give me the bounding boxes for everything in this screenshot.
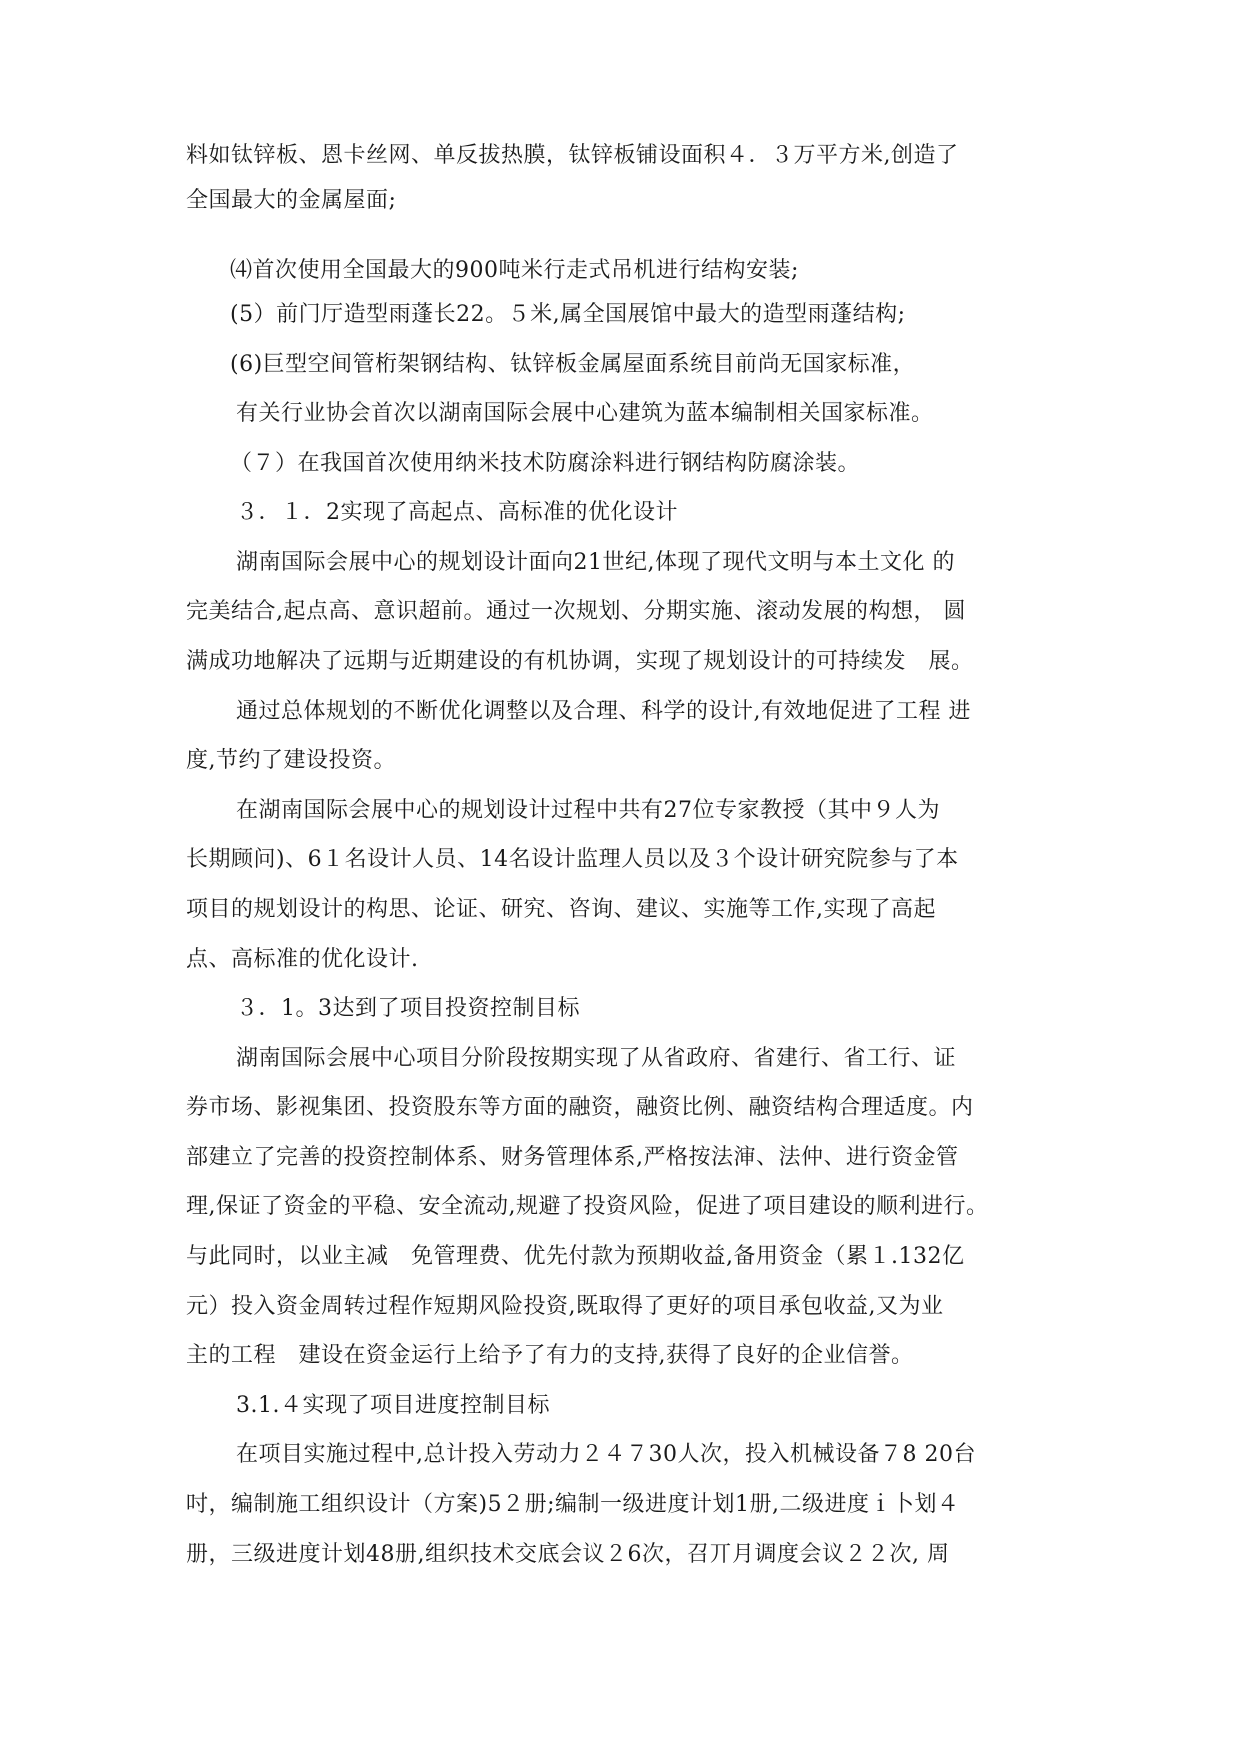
text-line: 理,保证了资金的平稳、安全流动,规避了投资风险，促进了项目建设的顺利进行。 [186,1194,989,1219]
text-line: 在项目实施过程中,总计投入劳动力２４７30人次，投入机械设备７8 20台 [236,1442,976,1467]
text-line: 券市场、影视集团、投资股东等方面的融资，融资比例、融资结构合理适度。内 [186,1095,974,1120]
list-item: (6)巨型空间管桁架钢结构、钛锌板金属屋面系统目前尚无国家标准， [230,352,916,377]
text-line: 点、高标准的优化设计. [186,947,419,972]
text-line: 部建立了完善的投资控制体系、财务管理体系,严格按法渖、法仲、进行资金管 [186,1145,959,1170]
text-line: 长期顾问)、6１名设计人员、14名设计监理人员以及３个设计研究院参与了本 [186,847,959,872]
text-line: 满成功地解决了远期与近期建设的有机协调，实现了规划设计的可持续发 展。 [186,649,974,674]
text-line: 册，三级进度计划48册,组织技术交底会议２6次，召丌月调度会议２２次, 周 [186,1542,950,1567]
text-line: 项目的规划设计的构思、论证、研究、咨询、建议、实施等工作,实现了高起 [186,897,936,922]
text-line: 度,节约了建设投资。 [186,748,396,773]
text-line: 与此同时，以业主减 免管理费、优先付款为预期收益,备用资金（累１.132亿 [186,1244,965,1269]
text-line: 完美结合,起点高、意识超前。通过一次规划、分期实施、滚动发展的构想， 圆 [186,599,966,624]
text-line: 全国最大的金属屋面; [186,188,397,213]
list-item: ⑷首次使用全国最大的900吨米行走式吊机进行结构安装; [230,258,799,283]
section-heading: 3.1.４实现了项目进度控制目标 [236,1393,550,1418]
text-line: 湖南国际会展中心的规划设计面向21世纪,体现了现代文明与本土文化 的 [236,550,955,575]
text-line: 湖南国际会展中心项目分阶段按期实现了从省政府、省建行、省工行、证 [236,1046,957,1071]
text-line: 通过总体规划的不断优化调整以及合理、科学的设计,有效地促进了工程 进 [236,699,971,724]
list-item: （７）在我国首次使用纳米技术防腐涂料进行钢结构防腐涂装。 [230,451,861,476]
section-heading: ３．1。3达到了项目投资控制目标 [236,996,580,1021]
text-line: 吋，编制施工组织设计（方案)5２册;编制一级进度计划1册,二级进度ｉ卜划４ [186,1492,960,1517]
section-heading: ３．１．2实现了高起点、高标准的优化设计 [236,500,678,525]
text-line: 在湖南国际会展中心的规划设计过程中共有27位专家教授（其中９人为 [236,798,940,823]
text-line: 料如钛锌板、恩卡丝网、单反拔热膜，钛锌板铺设面积４．３万平方米,创造了 [186,143,959,168]
text-line: 主的工程 建设在资金运行上给予了有力的支持,获得了良好的企业信誉。 [186,1343,914,1368]
text-line: 有关行业协会首次以湖南国际会展中心建筑为蓝本编制相关国家标准。 [236,401,934,426]
list-item: (5）前门厅造型雨蓬长22。５米,属全国展馆中最大的造型雨蓬结构; [230,302,906,327]
text-line: 元）投入资金周转过程作短期风险投资,既取得了更好的项目承包收益,又为业 [186,1294,944,1319]
